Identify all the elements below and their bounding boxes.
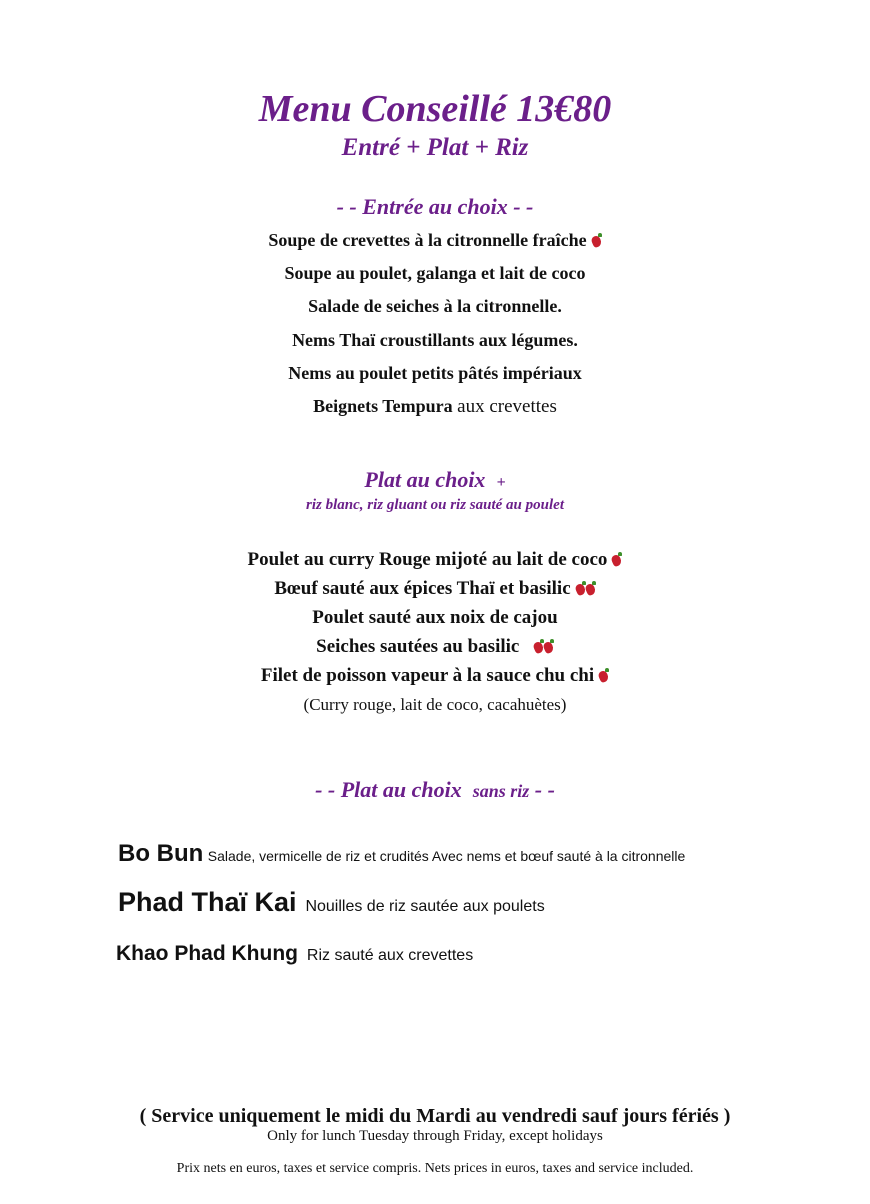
plat-item-label: Poulet au curry Rouge mijoté au lait de coco xyxy=(247,549,608,570)
plat-item xyxy=(0,665,870,687)
dish-name: Bo Bun xyxy=(118,840,204,867)
plat-heading-plus: + xyxy=(496,474,506,491)
entree-item-label: Nems au poulet petits pâtés impériaux xyxy=(288,363,582,383)
plat-item xyxy=(0,636,870,658)
entree-heading: - - Entrée au choix - - xyxy=(336,194,534,219)
menu-subtitle: Entré + Plat + Riz xyxy=(341,134,529,161)
entree-item xyxy=(0,329,870,351)
prices-note: Prix nets en euros, taxes et service compris. Nets prices in euros, taxes and service included. xyxy=(176,1161,694,1176)
sans-riz-heading-end: - - xyxy=(534,777,555,802)
sans-riz-item xyxy=(118,887,858,918)
chili-pepper-icon xyxy=(611,552,622,566)
entree-item xyxy=(0,295,870,317)
dish-description: Riz sauté aux crevettes xyxy=(306,947,474,964)
sans-riz-item xyxy=(118,840,858,868)
entree-item xyxy=(0,395,870,418)
sans-riz-item xyxy=(116,942,856,966)
menu-title: Menu Conseillé 13€80 xyxy=(258,88,612,130)
entree-item-label-bold: Beignets Tempura xyxy=(313,396,453,416)
plat-item-label: Seiches sautées au basilic xyxy=(316,636,520,657)
service-hours-fr: ( Service uniquement le midi du Mardi au vendredi sauf jours fériés ) xyxy=(139,1105,731,1127)
plat-item xyxy=(0,578,870,600)
plat-heading-label: Plat au choix xyxy=(364,467,486,492)
entree-item-label-rest: aux crevettes xyxy=(457,396,557,417)
dish-description: Salade, vermicelle de riz et crudités Avec nems et bœuf sauté à la citronnelle xyxy=(207,848,686,864)
plat-heading xyxy=(0,467,870,496)
entree-item-label: Salade de seiches à la citronnelle. xyxy=(308,296,562,316)
plat-item xyxy=(0,607,870,629)
plat-item xyxy=(0,549,870,571)
entree-item-label: Nems Thaï croustillants aux légumes. xyxy=(292,330,578,350)
dish-name: Phad Thaï Kai xyxy=(118,887,297,917)
entree-item xyxy=(0,262,870,284)
rice-options: riz blanc, riz gluant ou riz sauté au poulet xyxy=(306,497,564,513)
dish-description: Nouilles de riz sautée aux poulets xyxy=(305,898,545,915)
plat-note: (Curry rouge, lait de coco, cacahuètes) xyxy=(303,695,567,714)
plat-item-label: Poulet sauté aux noix de cajou xyxy=(312,607,558,628)
sans-riz-heading-start: - - Plat au choix xyxy=(315,777,462,802)
service-hours-en: Only for lunch Tuesday through Friday, except holidays xyxy=(267,1128,603,1144)
entree-item-label: Soupe au poulet, galanga et lait de coco xyxy=(284,263,586,283)
plat-item-label: Filet de poisson vapeur à la sauce chu chi xyxy=(260,665,595,686)
chili-pepper-icon xyxy=(591,233,602,247)
dish-name: Khao Phad Khung xyxy=(116,942,298,965)
plat-item-label: Bœuf sauté aux épices Thaï et basilic xyxy=(274,578,571,599)
entree-item-label: Soupe de crevettes à la citronnelle fraîche xyxy=(268,230,587,250)
entree-item xyxy=(0,362,870,384)
sans-riz-heading-small: sans riz xyxy=(472,781,530,801)
chili-pepper-icon xyxy=(543,639,554,653)
chili-pepper-icon xyxy=(598,668,609,682)
chili-pepper-icon xyxy=(585,581,596,595)
sans-riz-heading xyxy=(0,776,870,805)
entree-item xyxy=(0,229,870,251)
